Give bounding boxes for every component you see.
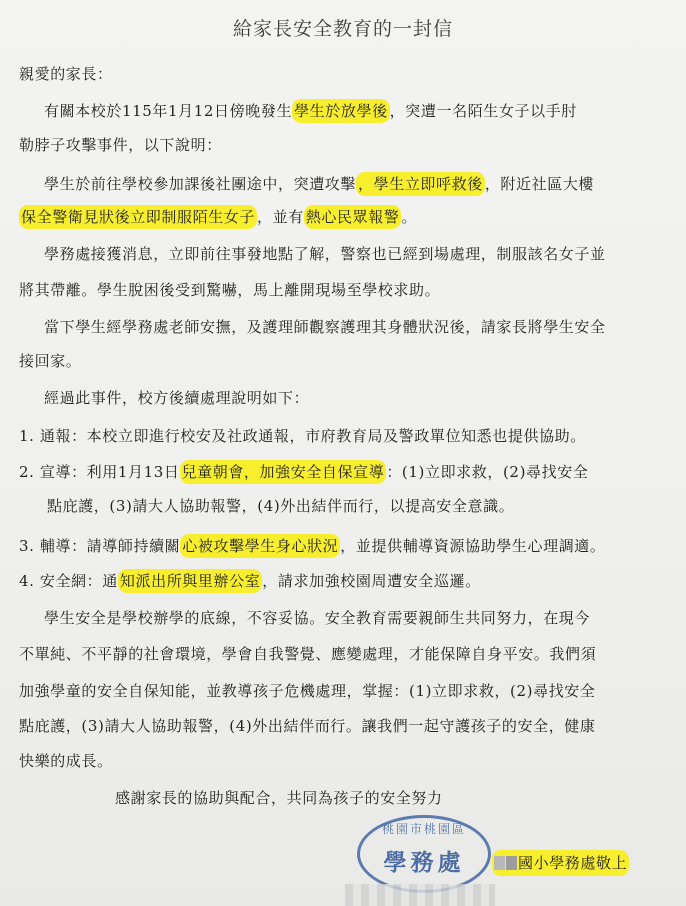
list-item-1: 1. 通報：本校立即進行校安及社政通報，市府教育局及警政單位知悉也提供協助。: [19, 427, 586, 445]
text-segment: 4. 安全網：通: [19, 572, 118, 590]
office-seal-stamp: [357, 815, 491, 893]
text-segment: ，附近社區大樓: [484, 175, 595, 193]
highlighted-text: ，學生立即呼救後: [356, 172, 485, 196]
letter-title: 給家長安全教育的一封信: [232, 18, 453, 40]
paragraph-3-line-1: 學務處接獲消息，立即前往事發地點了解，警察也已經到場處理，制服該名女子並: [44, 245, 606, 263]
paragraph-1-line-2: 勒脖子攻擊事件，以下說明：: [19, 136, 222, 154]
text-segment: 3. 輔導：請導師持續關: [19, 537, 181, 555]
highlighted-text: 知派出所與里辦公室: [118, 569, 262, 593]
highlighted-text: 學生於放學後: [292, 99, 390, 123]
highlighted-text: 保全警衛見狀後立即制服陌生女子: [19, 205, 257, 229]
list-item-2-line-1: [19, 460, 588, 484]
text-segment: 。: [401, 208, 418, 226]
text-segment: 學生於前往學校參加課後社團途中，突遭攻擊: [44, 175, 357, 193]
highlighted-text: 兒童朝會，加強安全自保宣導: [180, 460, 387, 484]
highlighted-signature: [492, 850, 629, 876]
paragraph-6-line-4: 點庇護，(3)請大人協助報警，(4)外出結伴而行。讓我們一起守護孩子的安全，健康: [19, 717, 596, 735]
paragraph-6-line-5: 快樂的成長。: [19, 752, 113, 770]
list-item-3: [19, 534, 606, 558]
list-item-2-line-2: 點庇護，(3)請大人協助報警，(4)外出結伴而行，以提高安全意識。: [47, 497, 515, 515]
highlighted-text: 心被攻擊學生身心狀況: [180, 534, 340, 558]
paragraph-2-line-2: [19, 205, 417, 229]
paragraph-5: 經過此事件，校方後續處理說明如下：: [44, 389, 310, 407]
highlighted-text: 熱心民眾報警: [304, 205, 402, 229]
paragraph-3-line-2: 將其帶離。學生脫困後受到驚嚇，馬上離開現場至學校求助。: [19, 281, 441, 299]
text-segment: ，並提供輔導資源協助學生心理調適。: [340, 537, 606, 555]
redacted-area: [345, 884, 495, 906]
signature-line: [492, 852, 629, 873]
text-segment: ：(1)立即求救，(2)尋找安全: [386, 463, 589, 481]
text-segment: ，並有: [257, 208, 304, 226]
paragraph-6-line-2: 不單純、不平靜的社會環境，學會自我警覺、應變處理，才能保障自身平安。我們須: [19, 645, 597, 663]
text-segment: 有關本校於115年1月12日傍晚發生: [44, 102, 293, 120]
signature-text: 國小學務處敬上: [518, 854, 628, 872]
closing-line: 感謝家長的協助與配合，共同為孩子的安全努力: [115, 789, 443, 807]
paragraph-2-line-1: [44, 172, 594, 196]
paragraph-4-line-1: 當下學生經學務處老師安撫，及護理師觀察護理其身體狀況後，請家長將學生安全: [44, 318, 606, 336]
text-segment: ，突遭一名陌生女子以手肘: [389, 102, 577, 120]
greeting: 親愛的家長：: [19, 65, 113, 83]
list-item-4: [19, 569, 481, 593]
text-segment: ，請求加強校園周遭安全巡邏。: [262, 572, 481, 590]
paragraph-4-line-2: 接回家。: [19, 352, 82, 370]
redaction-block: [494, 856, 505, 870]
seal-top-text: 桃園市桃園區: [381, 822, 466, 836]
redaction-block: [506, 856, 517, 870]
paragraph-6-line-1: 學生安全是學校辦學的底線，不容妥協。安全教育需要親師生共同努力，在現今: [44, 609, 591, 627]
text-segment: 2. 宣導：利用1月13日: [19, 463, 180, 481]
seal-main-text: 學務處: [383, 849, 465, 876]
paragraph-1-line-1: [44, 99, 577, 123]
paragraph-6-line-3: 加強學童的安全自保知能，並教導孩子危機處理，掌握：(1)立即求救，(2)尋找安全: [19, 682, 596, 700]
